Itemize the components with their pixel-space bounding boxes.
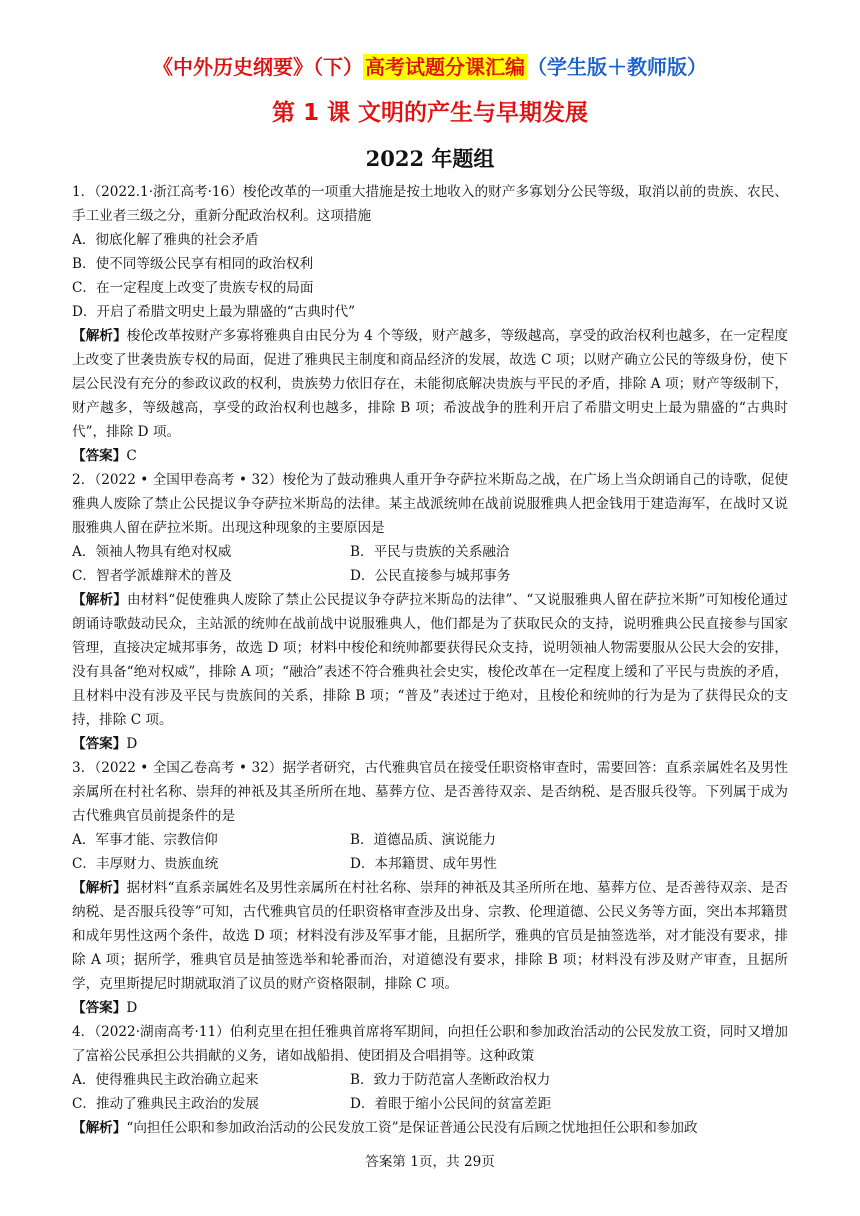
group-heading: 2022 年题组: [365, 146, 495, 171]
analysis-label: 【解析】: [72, 592, 128, 608]
question-stem: 3．（2022 • 全国乙卷高考 • 32）据学者研究，古代雅典官员在接受任职资格审查时，需要回答：直系亲属姓名及男性亲属所在村社名称、崇拜的神祇及其圣所所在地、墓葬方位、是否善待双亲、是否纳税、是否服兵役等。下列属于成为古代雅典官员前提条件的是: [72, 760, 788, 824]
question-option: B．致力于防范富人垄断政治权力: [350, 1072, 551, 1088]
analysis-text: 据材料“直系亲属姓名及男性亲属所在村社名称、崇拜的神祇及其圣所所在地、墓葬方位、是否善待双亲、是否纳税、是否服兵役等”可知，古代雅典官员的任职资格审查涉及出身、宗教、伦理道德、公民义务等方面，突出本邦籍贯和成年男性这两个条件，故选 D 项；材料没有涉及军事才能，且据所学，雅典的官员是抽签选举，对才能没有要求，排除 A 项；据所学，雅典官员是抽签选举和轮番而治，对道德没有要求，排除 B 项；材料没有涉及财产审查，且据所学，克里斯提尼时期就取消了议员的财产资格限制，排除 C 项。: [72, 880, 788, 992]
answer-label: 【答案】: [72, 448, 127, 464]
options-row: [72, 564, 788, 588]
options-row: [72, 852, 788, 876]
analysis-label: 【解析】: [72, 1120, 127, 1136]
analysis-text: 梭伦改革按财产多寡将雅典自由民分为 4 个等级，财产越多，等级越高，享受的政治权利也越多，在一定程度上改变了世袭贵族专权的局面，促进了雅典民主制度和商品经济的发展，故选 C 项；以财产确立公民的等级身份，使下层公民没有充分的参政议政的权利，贵族势力依旧存在，未能彻底解决贵族与平民的矛盾，排除 A 项；财产等级制下，财产越多，等级越高，享受的政治权利也越多，排除 B 项；希波战争的胜利开启了希腊文明史上最为鼎盛的“古典时代”，排除 D 项。: [72, 328, 788, 440]
analysis-label: 【解析】: [72, 880, 127, 896]
question-option: C．推动了雅典民主政治的发展: [72, 1096, 260, 1112]
analysis-label: 【解析】: [72, 328, 127, 344]
answer-label: 【答案】: [72, 1000, 127, 1016]
question-option: B．道德品质、演说能力: [350, 832, 496, 848]
options-row: [72, 540, 788, 564]
analysis-paragraph: [72, 588, 788, 732]
question-option: C．丰厚财力、贵族血统: [72, 856, 219, 872]
options-row: [72, 1068, 788, 1092]
answer-line: [72, 732, 788, 756]
analysis-paragraph: [72, 876, 788, 996]
question-option: B．平民与贵族的关系融洽: [350, 544, 510, 560]
title-edition: （学生版＋教师版）: [527, 55, 707, 79]
question-option: C．智者学派雄辩术的普及: [72, 568, 232, 584]
question-option: A．军事才能、宗教信仰: [72, 832, 218, 848]
analysis-text: 由材料“促使雅典人废除了禁止公民提议争夺萨拉米斯岛的法律”、“又说服雅典人留在萨拉米斯”可知梭伦通过朗诵诗歌鼓动民众，主站派的统帅在战前战中说服雅典人，他们都是为了获取民众的支持，说明雅典公民直接参与国家管理，直接决定城邦事务，故选 D 项；材料中梭伦和统帅都要获得民众支持，说明领袖人物需要服从公民大会的安排，没有具备“绝对权威”，排除 A 项；“融洽”表述不符合雅典社会史实，梭伦改革在一定程度上缓和了平民与贵族的矛盾，且材料中没有涉及平民与贵族间的关系，排除 B 项；“普及”表述过于绝对，且梭伦和统帅的行为是为了获得民众的支持，排除 C 项。: [72, 592, 789, 728]
question-stem: 1．（2022.1·浙江高考·16）梭伦改革的一项重大措施是按土地收入的财产多寡划分公民等级，取消以前的贵族、农民、手工业者三级之分，重新分配政治权利。这项措施: [72, 184, 788, 224]
question-option: B．使不同等级公民享有相同的政治权利: [72, 256, 314, 272]
question-option: D．公民直接参与城邦事务: [350, 568, 511, 584]
analysis-paragraph: [72, 324, 788, 444]
question-option: D．本邦籍贯、成年男性: [350, 856, 497, 872]
question-option: A．使得雅典民主政治确立起来: [72, 1072, 259, 1088]
lesson-title: 第 1 课 文明的产生与早期发展: [271, 100, 589, 126]
title-highlight: 高考试题分课汇编: [365, 55, 525, 79]
options-row: [72, 1092, 788, 1116]
page-footer: 答案第 1页，共 29页: [365, 1154, 495, 1170]
question-stem: 4．（2022·湖南高考·11）伯利克里在担任雅典首席将军期间，向担任公职和参加政治活动的公民发放工资，同时又增加了富裕公民承担公共捐献的义务，诸如战船捐、使团捐及合唱捐等。这种政策: [72, 1024, 788, 1064]
question-option: D．开启了希腊文明史上最为鼎盛的“古典时代”: [72, 304, 356, 320]
answer-label: 【答案】: [72, 736, 127, 752]
answer-value: C: [126, 448, 137, 464]
answer-line: [72, 996, 788, 1020]
answer-value: D: [126, 736, 138, 752]
answer-line: [72, 444, 788, 468]
analysis-text: “向担任公职和参加政治活动的公民发放工资”是保证普通公民没有后顾之忧地担任公职和参加政: [126, 1120, 698, 1136]
question-stem: 2．（2022 • 全国甲卷高考 • 32）梭伦为了鼓动雅典人重开争夺萨拉米斯岛之战，在广场上当众朗诵自己的诗歌，促使雅典人废除了禁止公民提议争夺萨拉米斯岛的法律。某主战派统帅在战前说服雅典人把金钱用于建造海军，在战时又说服雅典人留在萨拉米斯。出现这种现象的主要原因是: [72, 472, 788, 536]
questions-body: [72, 180, 788, 1140]
question-option: C．在一定程度上改变了贵族专权的局面: [72, 280, 314, 296]
document-title: [0, 52, 860, 82]
answer-value: D: [126, 1000, 138, 1016]
options-row: [72, 828, 788, 852]
question-option: D．着眼于缩小公民间的贫富差距: [350, 1096, 552, 1112]
question-option: A．领袖人物具有绝对权威: [72, 544, 232, 560]
question-option: A．彻底化解了雅典的社会矛盾: [72, 232, 259, 248]
title-book: 《中外历史纲要》（下）: [153, 55, 363, 79]
analysis-paragraph: [72, 1116, 788, 1140]
